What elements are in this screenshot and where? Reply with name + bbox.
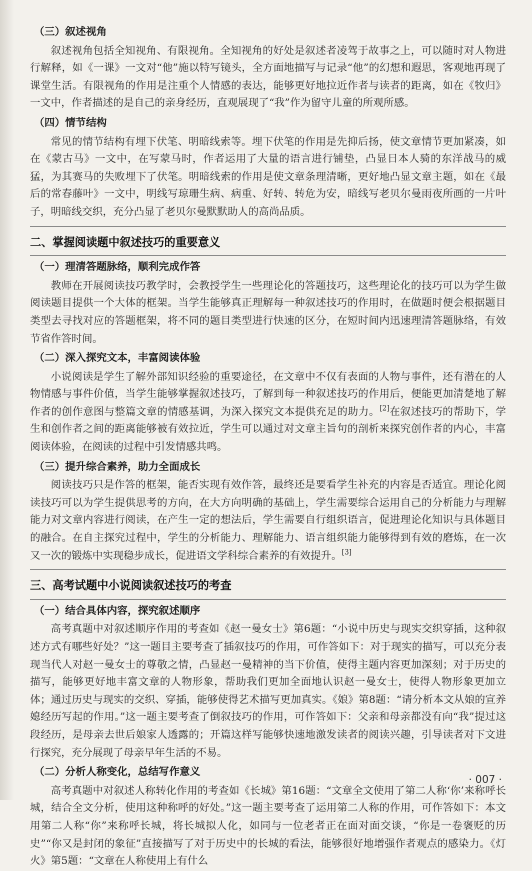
paragraph-text: 教师在开展阅读技巧教学时，会教授学生一些理论化的答题技巧，这些理论化的技巧可以为学生做阅读题目提供一个大体的框架。当学生能够真正理解每一种叙述技巧的作用时，在做题时便会根据题目类型去寻找对应的答题框架，将不同的题目类型进行快速的区分，在短时间内迅速理清答题脉络，有效节省作答时间。 (30, 279, 506, 345)
page-gutter-shadow (0, 0, 14, 800)
subsection-heading: （三）叙述视角 (34, 26, 107, 38)
paragraph-text: 叙述视角包括全知视角、有限视角。全知视角的好处是叙述者凌驾于故事之上，可以随时对人物进行解释，如《一课》一文对“他”施以特写镜头，全方面地描写与记录“他”的幻想和遐思，客观地再现了课堂生活。有限视角的作用是注重个人情感的表达，能够更好地拉近作者与读者的距离，如在《牧归》一文中，作者描述的是自己的亲身经历，直观展现了“我”作为留守儿童的所观所感。 (30, 44, 506, 110)
paragraph-text: 高考真题中对叙述人称转化作用的考查如《长城》第16题：“文章全文使用了第二人称‘你’来称呼长城，结合全文分析，使用这种称呼的好处。”这一题主要考查了运用第二人称的作用，可作答如下：本文用第二人称“你”来称呼长城，将长城拟人化，如同与一位老者正在面对面交谈，“你是一卷褒贬的历史”“你又是封闭的象征”直接描写了对于历史中的长城的看法，能够很好地增强作者观点的感染力。《灯火》第5题：“文章在人称使用上有什么 (30, 784, 506, 868)
body-paragraph (30, 43, 506, 113)
body-paragraph (30, 783, 506, 871)
subsection-heading: （二）深入探究文本，丰富阅读体验 (34, 352, 201, 365)
body-paragraph (30, 621, 506, 762)
paragraph-text: 常见的情节结构有埋下伏笔、明暗线索等。埋下伏笔的作用是先抑后扬，使文章情节更加紧凑，如在《蒙古马》一文中，在写蒙马时，作者运用了大量的语言进行铺垫，凸显日本人骑的东洋战马的威猛，为其赛马的失败埋下了伏笔。明暗线索的作用是使文章条理清晰，更好地凸显文章主题，如在《最后的常春藤叶》一文中，明线写琼珊生病、病重、好转、转危为安，暗线写老贝尔曼雨夜所画的一片叶子，明暗线交织，充分凸显了老贝尔曼默默助人的高尚品质。 (30, 135, 506, 218)
page-number: · 007 · (468, 774, 502, 786)
subsection-heading: （二）分析人称变化，总结写作意义 (34, 766, 201, 779)
section-divider (30, 599, 506, 600)
paragraph-text: 阅读技巧只是作答的框架，能否实现有效作答，最终还是要看学生补充的内容是否适宜。理论化阅读技巧可以为学生提供思考的方向，在大方向明确的基础上，学生需要综合运用自己的分析能力与理解能力对文章内容进行阅读，在产生一定的想法后，学生需要自行组织语言，促进理论化知识与具体题目的融合。在自主探究过程中，学生的分析能力、理解能力、语言组织能力能够得到有效的磨炼，在一次又一次的锻炼中实现稳步成长，促进语文学科综合素养的有效提升。 (30, 479, 506, 562)
section-divider (30, 255, 506, 256)
body-paragraph (30, 369, 506, 457)
document-page (30, 22, 506, 871)
section-heading: 二、掌握阅读题中叙述技巧的重要意义 (30, 234, 221, 249)
body-paragraph (30, 477, 506, 565)
body-paragraph (30, 278, 506, 348)
body-paragraph (30, 134, 506, 222)
section-divider (30, 226, 506, 227)
subsection-heading: （四）情节结构 (34, 116, 107, 129)
section-heading: 三、高考试题中小说阅读叙述技巧的考查 (30, 578, 232, 593)
subsection-heading: （一）结合具体内容，探究叙述顺序 (34, 604, 201, 617)
section-divider (30, 569, 506, 570)
citation-marker: [2] (379, 404, 390, 413)
citation-marker: [3] (341, 548, 352, 557)
paragraph-text-continued: 在叙述技巧的帮助下，学生和创作者之间的距离能够被有效拉近，学生可以通过对文章主旨句的剖析来探究创作者的内心，丰富阅读体验，在阅读的过程中引发情感共鸣。 (30, 405, 507, 454)
subsection-heading: （一）理清答题脉络，顺利完成作答 (34, 261, 201, 274)
subsection-heading: （三）提升综合素养，助力全面成长 (34, 460, 201, 473)
paragraph-text: 小说阅读是学生了解外部知识经验的重要途径，在文章中不仅有表面的人物与事件，还有潜在的人物情感与事件价值，当学生能够掌握叙述技巧，了解到每一种叙述技巧的作用后，便能更加清楚地了解作者的创作意图与整篇文章的情感基调，为深入探究文本提供充足的助力。 (30, 370, 506, 418)
paragraph-text: 高考真题中对叙述顺序作用的考查如《赵一曼女士》第6题：“小说中历史与现实交织穿插，这种叙述方式有哪些好处？”这一题目主要考查了插叙技巧的作用，可作答如下：对于现实的描写，可以充分表现当代人对赵一曼女士的尊敬之情，凸显赵一曼精神的当下价值，使得主题内容更加深刻；对于历史的描写，能够更好地丰富文章的人物形象，帮助我们更加全面地认识赵一曼女士，使得人物形象更加立体；通过历史与现实的交织、穿插，能够使得艺术描写更加真实。《娘》第8题：“请分析本文从娘的宣养媳经历写起的作用。”这一题主要考查了倒叙技巧的作用，可作答如下：父亲和母亲都没有向“我”提过这段经历，是母亲去世后娘家人透露的；开篇这样写能够快速地激发读者的阅读兴趣，引导读者对下文进行探究，充分展现了母亲早年生活的不易。 (30, 623, 506, 759)
